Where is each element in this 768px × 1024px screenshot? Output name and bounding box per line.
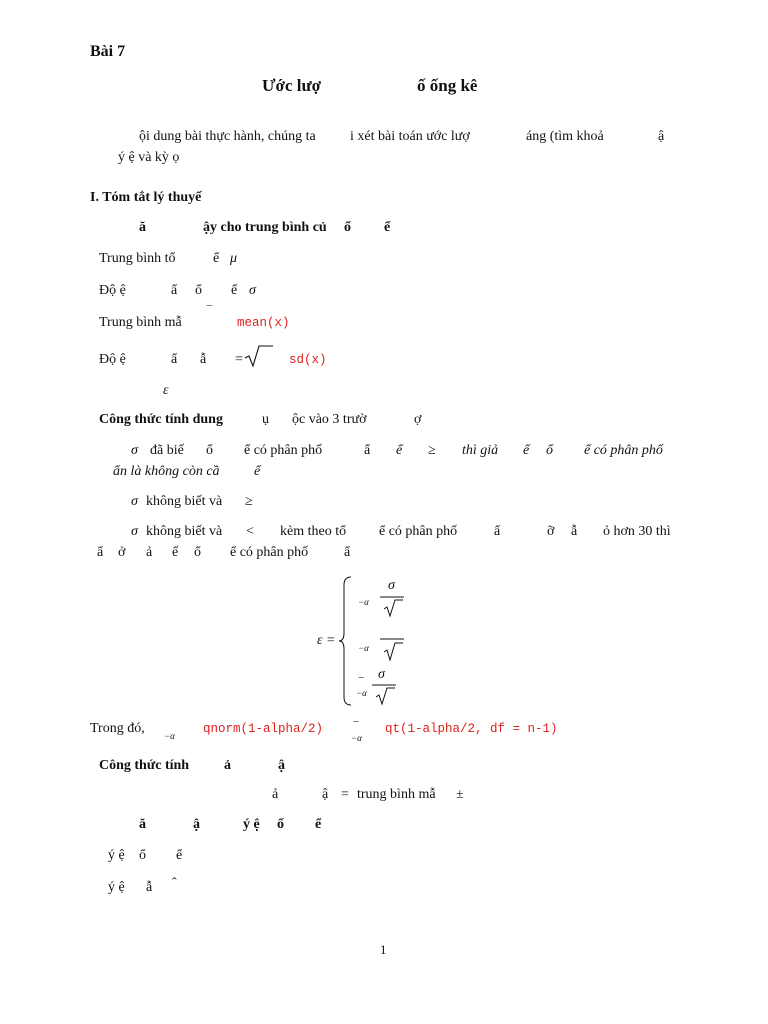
case3-sigma: σ <box>131 524 138 539</box>
formula-heading-d: ợ <box>414 412 422 427</box>
page-number: 1 <box>380 942 387 957</box>
ci-item1-c: ể <box>176 848 183 863</box>
intro-text-1a: ội dung bài thực hành, chúng ta <box>139 129 316 144</box>
ci-formula-b: ậ <box>322 787 329 802</box>
def-population-sd-mid1: ẩ <box>171 283 178 298</box>
subheading-c: ổ <box>344 220 351 235</box>
ci-sub-b: ậ <box>193 817 200 832</box>
where-sub1: −α <box>164 731 175 741</box>
intro-text-2: ý ệ và kỳ ọ <box>118 150 180 165</box>
ci-heading-b: ả <box>224 758 231 773</box>
row3-sub: −α <box>356 688 367 698</box>
ci-item2-a: ý ệ <box>108 880 125 895</box>
formula-heading-a: Công thức tính dung <box>99 412 223 427</box>
row3-sigma: σ <box>378 667 385 682</box>
def-population-sd-mid3: ể <box>231 283 238 298</box>
subheading-d: ể <box>384 220 391 235</box>
mu-symbol: μ <box>230 251 238 266</box>
def-population-mean-label: Trung bình tổ <box>99 251 176 266</box>
case2-sigma: σ <box>131 494 138 509</box>
case1-text-f: thì giả <box>462 443 499 458</box>
ci-formula-c: trung bình mẫ <box>357 787 436 802</box>
ci-item1-b: ổ <box>139 848 146 863</box>
code-qt: qt(1-alpha/2, df = n-1) <box>385 722 558 736</box>
def-population-sd-mid2: ổ <box>195 283 202 298</box>
case2-geq: ≥ <box>245 494 253 509</box>
formula-heading-c: ộc vào 3 trườ <box>292 412 367 427</box>
case3-text-e: ỡ <box>547 524 555 539</box>
case1-geq: ≥ <box>428 443 436 458</box>
def-population-sd-label: Độ ệ <box>99 283 126 298</box>
row3-minus: − <box>358 672 365 684</box>
def-sample-sd-mid2: ẫ <box>200 352 207 367</box>
case3-line2-d: ế <box>172 545 179 560</box>
lesson-label: Bài 7 <box>90 43 126 60</box>
case3-line2-c: ả <box>146 545 153 560</box>
piecewise-eps: ε = <box>317 633 336 648</box>
code-qnorm: qnorm(1-alpha/2) <box>203 722 324 736</box>
section-heading: I. Tóm tắt lý thuyế <box>90 190 202 205</box>
row2-sub: −α <box>358 643 369 653</box>
row1-fraction <box>380 596 406 618</box>
case3-text-b: kèm theo tổ <box>280 524 347 539</box>
sigma-symbol: σ <box>249 283 256 298</box>
brace-icon <box>338 575 354 707</box>
case1-text-g: ể <box>523 443 530 458</box>
sqrt-symbol <box>245 344 275 368</box>
ci-heading-a: Công thức tính <box>99 758 190 773</box>
equals-sign: = <box>235 352 243 367</box>
page-title-right: ố ống kê <box>417 76 478 95</box>
where-label: Trong đó, <box>90 721 145 736</box>
case1-line2-b: ể <box>254 464 261 479</box>
case1-text-c: ể có phân phố <box>244 443 323 458</box>
formula-heading-b: ụ <box>262 412 269 427</box>
subheading-a: ă <box>139 220 146 235</box>
def-sample-sd-mid1: ẩ <box>171 352 178 367</box>
def-sample-sd-label: Độ ệ <box>99 352 126 367</box>
case1-text-i: ể có phân phố <box>584 443 663 458</box>
row1-sub: −α <box>358 597 369 607</box>
case1-text-d: ẩ <box>364 443 371 458</box>
case1-text-h: ổ <box>546 443 553 458</box>
row2-fraction <box>380 638 406 662</box>
xbar-overline: ‾ <box>207 305 212 320</box>
case3-text-d: ẩ <box>494 524 501 539</box>
intro-text-1c: áng (tìm khoả <box>526 129 604 144</box>
where-sub2: −α <box>351 733 362 743</box>
case3-text-a: không biết và <box>146 524 223 539</box>
ci-sub-e: ể <box>315 817 322 832</box>
case3-line2-e: ổ <box>194 545 201 560</box>
page-title-left: Ước lượ <box>262 76 322 95</box>
def-sample-mean-label: Trung bình mẫ <box>99 315 182 330</box>
case3-line2-b: ở <box>118 545 126 560</box>
ci-sub-d: ổ <box>277 817 284 832</box>
intro-text-1d: ậ <box>658 129 665 144</box>
ci-item2-b: ẫ <box>146 880 153 895</box>
row3-fraction <box>372 684 398 706</box>
case1-sigma: σ <box>131 443 138 458</box>
def-population-mean-mid: ể <box>213 251 220 266</box>
row1-sigma: σ <box>388 578 395 593</box>
ci-formula-a: ả <box>272 787 279 802</box>
case1-text-b: ổ <box>206 443 213 458</box>
case1-text-a: đã biế <box>150 443 184 458</box>
code-mean: mean(x) <box>237 316 290 330</box>
ci-heading-c: ậ <box>278 758 285 773</box>
ci-formula-pm: ± <box>456 787 464 802</box>
case1-text-e: ể <box>396 443 403 458</box>
intro-text-1b: i xét bài toán ước lượ <box>350 129 470 144</box>
ci-formula-eq: = <box>341 787 349 802</box>
case3-text-g: ỏ hơn 30 thì <box>603 524 671 539</box>
case3-text-f: ẫ <box>571 524 578 539</box>
case2-text: không biết và <box>146 494 223 509</box>
case3-lt: < <box>246 524 254 539</box>
case3-line2-f: ể có phân phố <box>230 545 309 560</box>
where-minus: − <box>353 716 360 728</box>
subheading-b: ậy cho trung bình củ <box>203 220 327 235</box>
case3-line2-g: ẩ <box>344 545 351 560</box>
case3-line2-a: ẩ <box>97 545 104 560</box>
epsilon-symbol: ε <box>163 383 169 398</box>
ci-sub-c: ý ệ <box>243 817 260 832</box>
ci-item2-c: ˆ <box>172 876 177 891</box>
code-sd: sd(x) <box>289 353 327 367</box>
ci-sub-a: ă <box>139 817 146 832</box>
case1-line2: ẩn là không còn cầ <box>113 464 220 479</box>
ci-item1-a: ý ệ <box>108 848 125 863</box>
case3-text-c: ể có phân phố <box>379 524 458 539</box>
